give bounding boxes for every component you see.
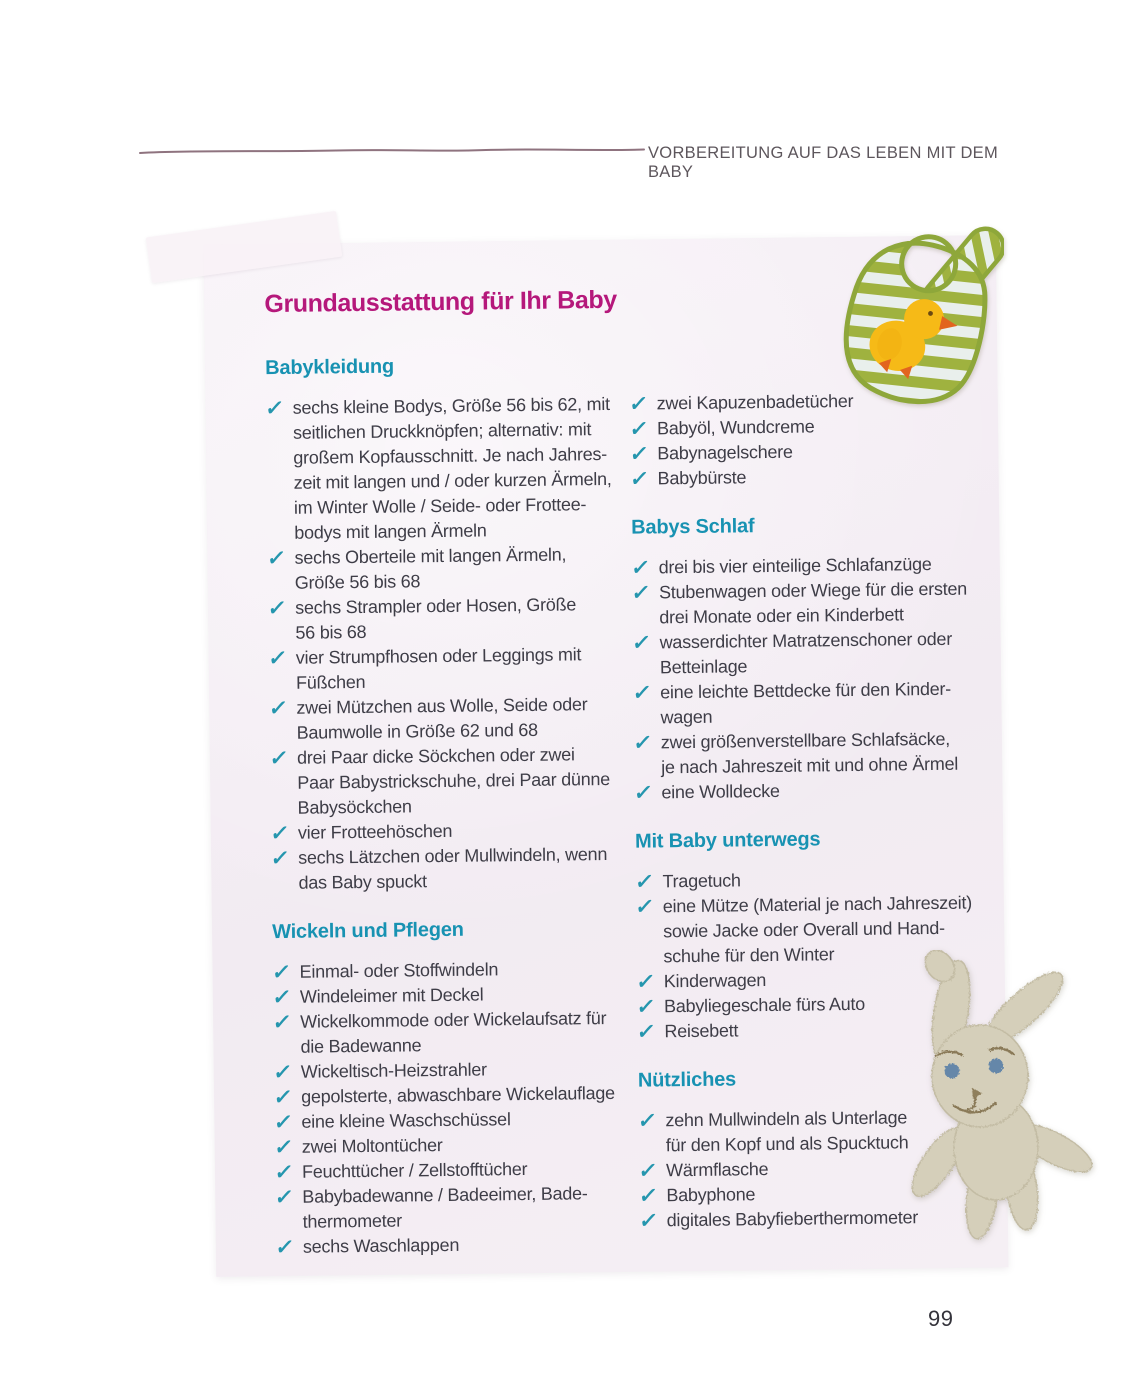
- checkmark-icon: ✓: [265, 546, 288, 571]
- checklist-item-text: eine kleine Waschschüssel: [301, 1109, 511, 1132]
- checklist-item-text: sechs Lätzchen oder Mullwindeln, wenn das Baby spuckt: [298, 843, 608, 893]
- checklist-item-text: Babyliegeschale fürs Auto: [663, 993, 866, 1017]
- checklist-item: [632, 576, 985, 630]
- checklist-item-text: Wickelkommode oder Wickelaufsatz für die Badewanne: [300, 1008, 607, 1057]
- checklist-item: [276, 1231, 628, 1260]
- checklist-item-text: Stubenwagen oder Wiege für die ersten drei Monate oder ein Kinderbett: [658, 578, 968, 628]
- checkmark-icon: ✓: [263, 396, 286, 421]
- checklist-item-text: Tragetuch: [662, 870, 741, 892]
- checklist-item-text: sechs Strampler oder Hosen, Größe 56 bis 68: [295, 594, 577, 643]
- section-heading: Wickeln und Pflegen: [271, 918, 464, 944]
- checklist-item-text: eine leichte Bettdecke für den Kinder- wagen: [660, 678, 952, 728]
- checklist-item: [267, 542, 620, 596]
- checklist-item-text: eine Mütze (Material je nach Jahreszeit) sowie Jacke oder Overall und Hand- schuhe für den Winter: [662, 892, 973, 967]
- checklist-item: [269, 692, 622, 746]
- checkmark-icon: ✓: [628, 467, 651, 491]
- checkmark-icon: ✓: [272, 1135, 295, 1160]
- checklist-item: [634, 776, 986, 805]
- section-heading: Mit Baby unterwegs: [634, 828, 821, 853]
- checklist-item-text: drei bis vier einteilige Schlafanzüge: [658, 554, 932, 578]
- checklist-item-text: Feuchttücher / Zellstofftücher: [301, 1158, 528, 1182]
- checklist-item-text: Babyphone: [666, 1184, 756, 1206]
- checklist-item-text: sechs Waschlappen: [302, 1234, 460, 1257]
- checkmark-icon: ✓: [635, 1020, 657, 1044]
- checkmark-icon: ✓: [272, 1110, 294, 1135]
- section-heading: Nützliches: [637, 1068, 737, 1092]
- checklist-item: [266, 642, 622, 696]
- checklist-item-text: drei Paar dicke Söckchen oder zwei Paar Babystrickschuhe, drei Paar dünne Babysöckchen: [296, 744, 611, 818]
- checklist-item-text: gepolsterte, abwaschbare Wickelauflage: [301, 1082, 615, 1107]
- checklist-item-text: vier Frotteehöschen: [297, 820, 453, 843]
- checklist-item-text: Kinderwagen: [663, 970, 767, 992]
- checkmark-icon: ✓: [630, 581, 652, 605]
- checklist-item-text: zwei Moltontücher: [301, 1135, 443, 1157]
- checkmark-icon: ✓: [627, 392, 650, 416]
- bunny-eye-left: [945, 1064, 960, 1079]
- checklist-item-text: Babyöl, Wundcreme: [656, 416, 815, 439]
- checklist-item-text: digitales Babyfieberthermometer: [666, 1207, 919, 1231]
- checklist-item: [273, 1006, 626, 1060]
- checkmark-icon: ✓: [271, 985, 293, 1010]
- section-heading: Babys Schlaf: [631, 515, 755, 539]
- checkmark-icon: ✓: [628, 417, 650, 441]
- checkmark-icon: ✓: [633, 895, 656, 919]
- checklist-item: [633, 676, 986, 730]
- checkmark-icon: ✓: [628, 442, 650, 466]
- checkmark-icon: ✓: [633, 870, 656, 894]
- checklist-item: [268, 592, 621, 646]
- checkmark-icon: ✓: [631, 681, 653, 705]
- checklist-item: [630, 462, 982, 491]
- checkmark-icon: ✓: [271, 1060, 294, 1085]
- checklist-item-text: Reisebett: [664, 1020, 739, 1042]
- checklist-item-text: wasserdichter Matratzenschoner oder Betteinlage: [659, 628, 953, 678]
- checklist-item-text: Einmal- oder Stoffwindeln: [299, 959, 499, 982]
- checkmark-icon: ✓: [273, 1185, 295, 1210]
- checklist-item: [271, 842, 624, 896]
- checklist-item-text: zwei Kapuzenbadetücher: [656, 390, 854, 414]
- bib-photo: [836, 210, 1004, 410]
- section-heading: Babykleidung: [265, 355, 395, 380]
- checklist-item-text: Wickeltisch-Heizstrahler: [300, 1059, 487, 1082]
- checkmark-icon: ✓: [274, 1235, 296, 1260]
- checklist-item: [631, 726, 987, 780]
- checklist-item-text: zwei größenverstellbare Schlafsäcke, je nach Jahreszeit mit und ohne Ärmel: [660, 728, 959, 778]
- checkmark-icon: ✓: [273, 1160, 295, 1185]
- checkmark-icon: ✓: [632, 781, 654, 805]
- hand-drawn-rule: [136, 142, 648, 160]
- checkmark-icon: ✓: [268, 746, 290, 771]
- checkmark-icon: ✓: [269, 846, 291, 871]
- checkmark-icon: ✓: [630, 631, 653, 655]
- checkmark-icon: ✓: [266, 646, 289, 671]
- checklist-item-text: Windeleimer mit Deckel: [299, 984, 484, 1007]
- checklist-item-text: vier Strumpfhosen oder Leggings mit Füßchen: [295, 644, 582, 693]
- checkmark-icon: ✓: [637, 1159, 659, 1183]
- checklist-item-text: sechs kleine Bodys, Größe 56 bis 62, mit seitlichen Druckknöpfen; alternativ: mit großem Kopfausschnitt. Je nach Jahres- zeit mit langen und / oder kurzen Ärmeln, im Winter Wolle / Seide- oder Frottee- bodys mit langen Ärmeln: [292, 393, 612, 543]
- checklist-item-text: eine Wolldecke: [661, 780, 780, 803]
- checkmark-icon: ✓: [270, 960, 293, 985]
- checkmark-icon: ✓: [637, 1184, 659, 1208]
- checklist-item: [275, 1181, 628, 1235]
- checklist-item: [270, 742, 623, 821]
- checklist-item: [263, 392, 620, 546]
- checkmark-icon: ✓: [271, 1010, 293, 1035]
- checkmark-icon: ✓: [636, 1109, 658, 1133]
- checklist-item-text: Babybürste: [657, 467, 747, 489]
- checkmark-icon: ✓: [637, 1209, 660, 1233]
- checkmark-icon: ✓: [267, 696, 289, 721]
- checklist-item-text: sechs Oberteile mit langen Ärmeln, Größe 56 bis 68: [294, 544, 567, 593]
- bunny-eye-right: [989, 1059, 1004, 1074]
- checklist-item-text: zwei Mützchen aus Wolle, Seide oder Baumwolle in Größe 62 und 68: [296, 694, 588, 743]
- checkmark-icon: ✓: [634, 970, 657, 994]
- checkmark-icon: ✓: [635, 995, 657, 1019]
- page-title: Grundausstattung für Ihr Baby: [264, 285, 617, 319]
- running-head: VORBEREITUNG AUF DAS LEBEN MIT DEM BABY: [648, 144, 999, 181]
- bunny-photo: [896, 950, 1110, 1242]
- checklist-item: [274, 1081, 626, 1110]
- checklist-item-text: Wärmflasche: [665, 1159, 769, 1181]
- checkmark-icon: ✓: [272, 1085, 294, 1110]
- checklist-item-text: Babynagelschere: [657, 441, 793, 464]
- checklist-column-left: [265, 352, 628, 1260]
- checklist-item: [632, 626, 985, 680]
- checkmark-icon: ✓: [631, 731, 654, 755]
- checkmark-icon: ✓: [629, 556, 652, 580]
- page-number: 99: [928, 1306, 954, 1331]
- checkmark-icon: ✓: [266, 596, 288, 621]
- checklist-item-text: zehn Mullwindeln als Unterlage für den Kopf und als Spucktuch: [665, 1107, 909, 1156]
- checkmark-icon: ✓: [269, 821, 291, 846]
- checklist-item-text: Babybadewanne / Badeeimer, Bade- thermometer: [302, 1183, 588, 1232]
